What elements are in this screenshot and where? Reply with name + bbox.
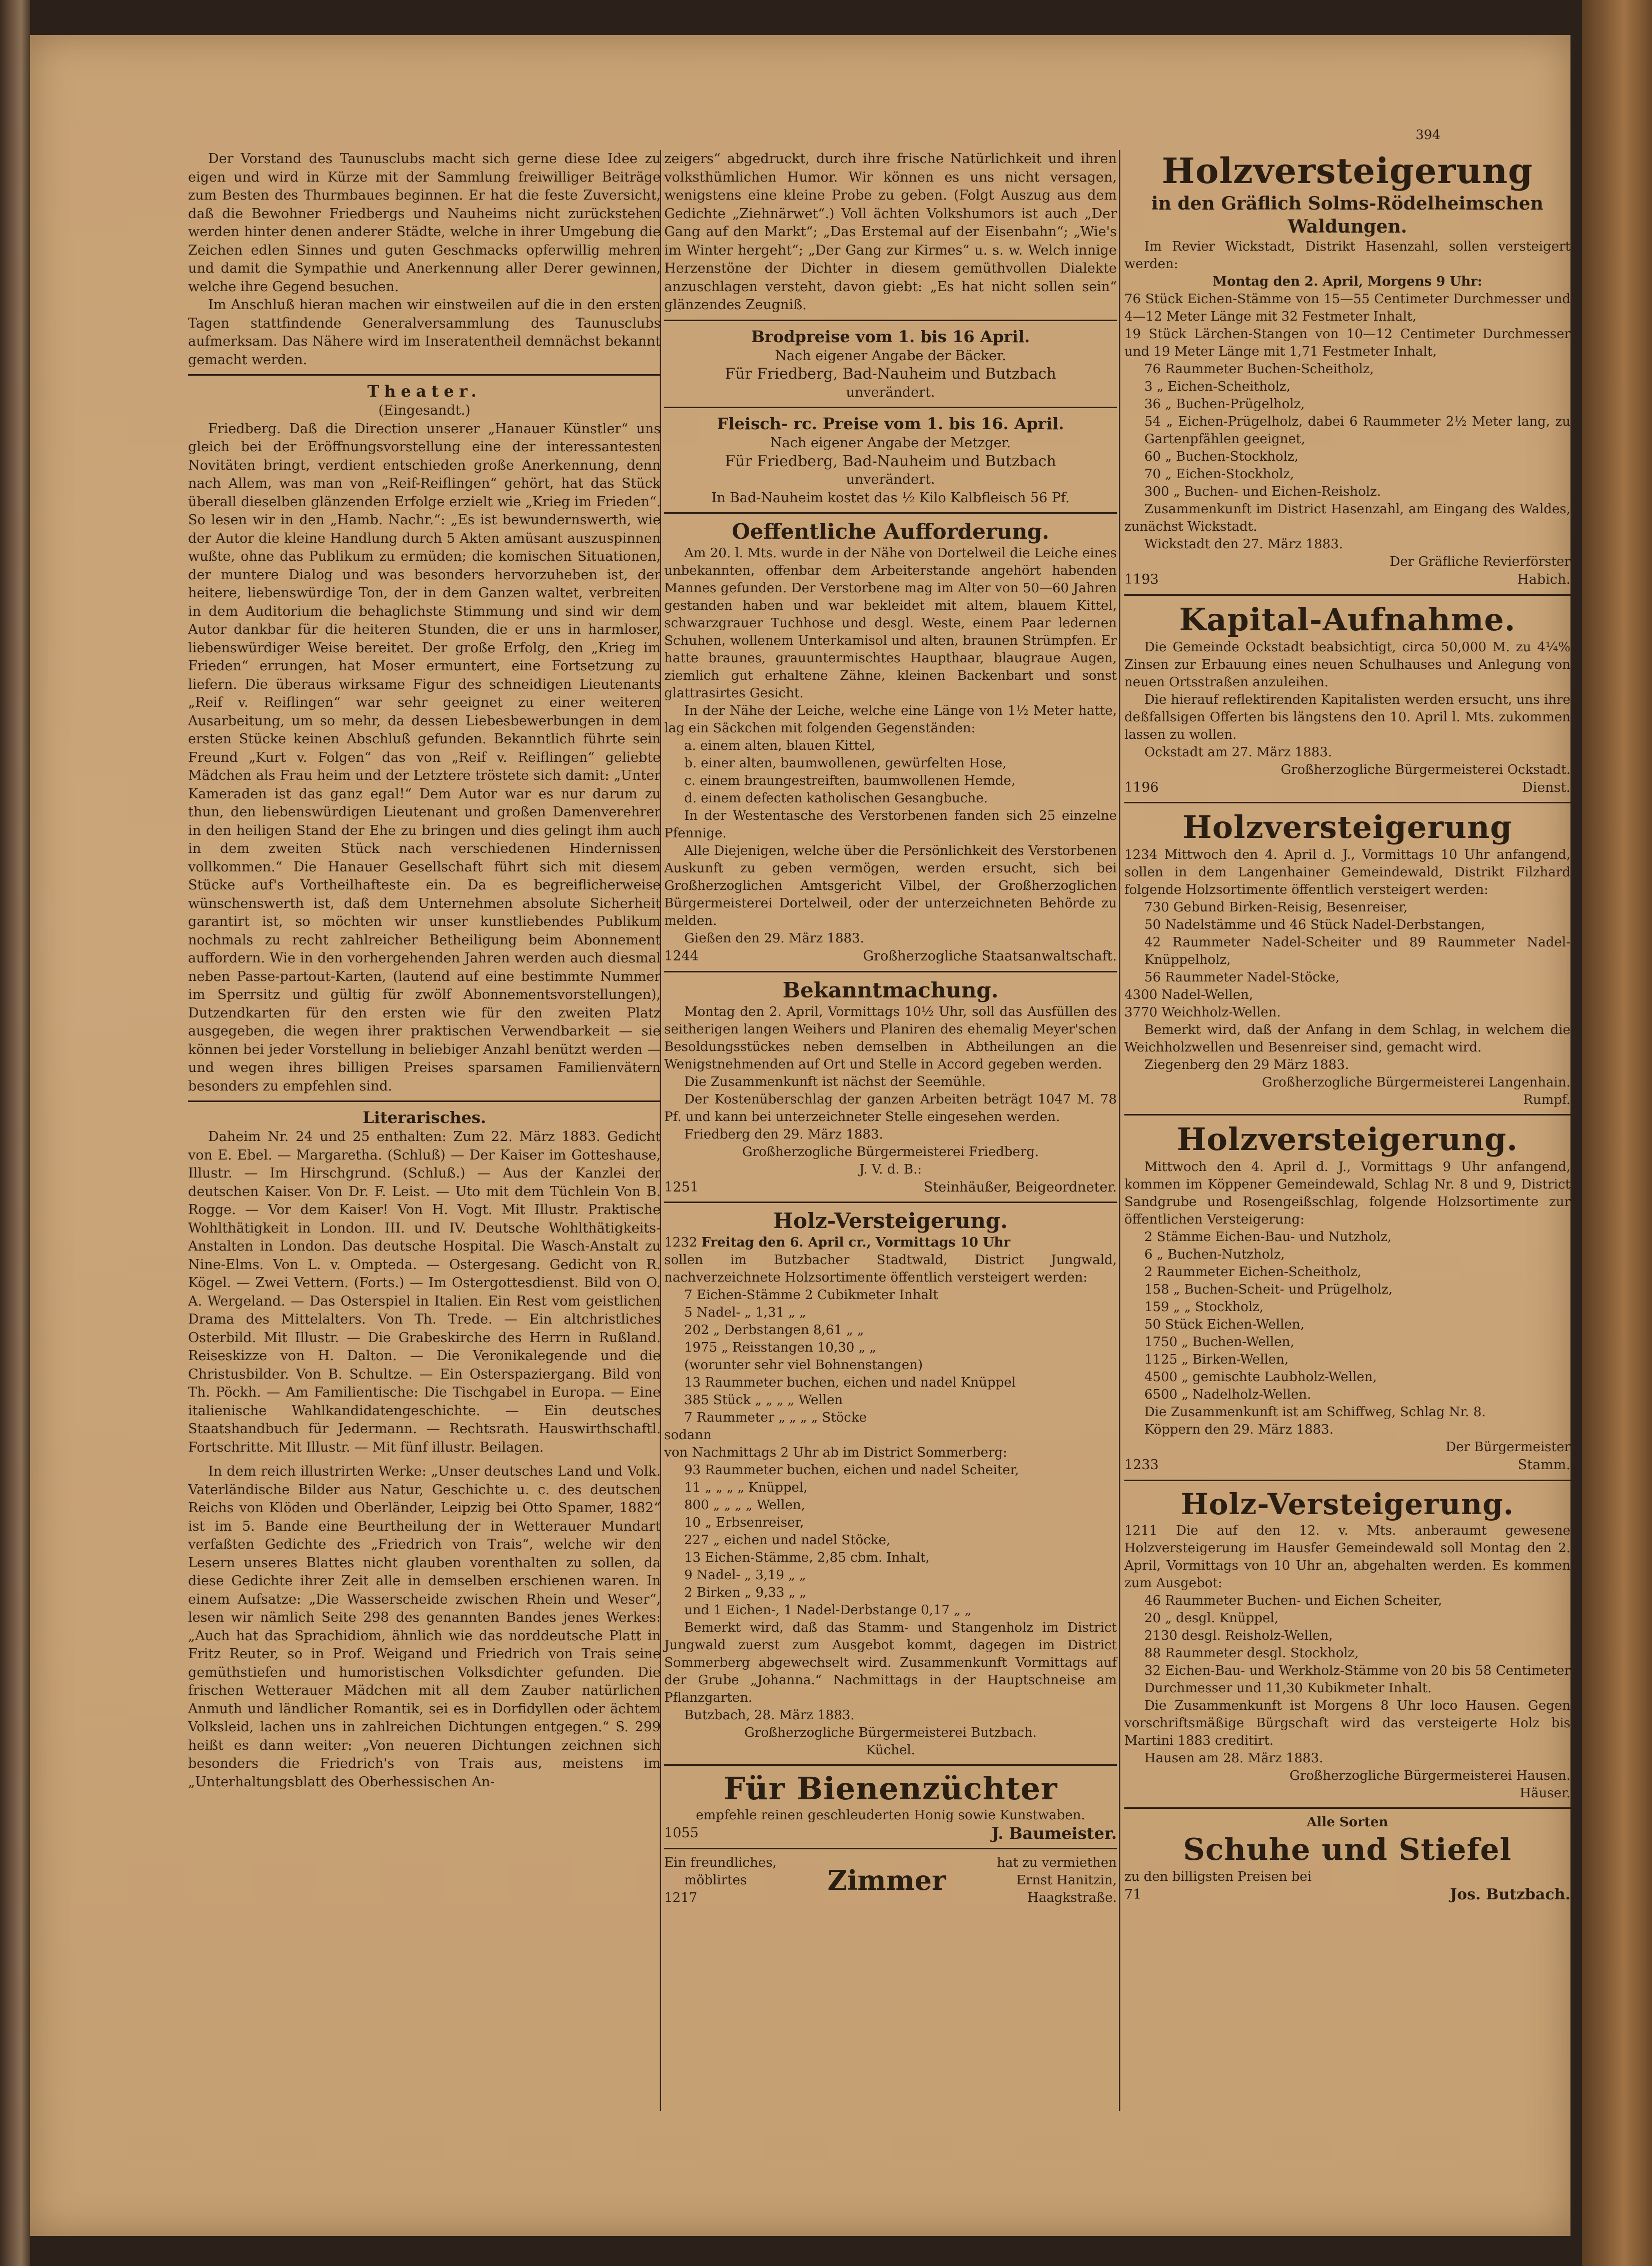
wood-auction-row: 13 Raummeter buchen, eichen und nadel Knüppel <box>684 1375 1016 1390</box>
ad-number: 1055 <box>664 1825 699 1841</box>
divider <box>188 374 661 376</box>
divider <box>664 407 1117 408</box>
wood-auction-3-row: 158 „ Buchen-Scheit- und Prügelholz, <box>1144 1282 1393 1297</box>
wood-auction-1-row: 3 „ Eichen-Scheitholz, <box>1144 379 1291 394</box>
wood-auction-heading: Holz-Versteigerung. <box>773 1209 1008 1233</box>
beekeeper-ad-footer <box>664 1824 1117 1843</box>
literary-continuation: zeigers“ abgedruckt, durch ihre frische Natürlichkeit und ihren volksthümlichen Humor. Wir können es uns nicht versagen, wenigstens eine kleine Probe zu geben. (Folgt Auszug aus dem Gedichte „Ziehnärwet“.) Voll ächten Volkshumors ist auch „Der Gang auf den Markt“; „Das Erstemal auf der Eisenbahn“; „Wie's im Winter hergeht“; „Der Gang zur Kirmes“ u. s. w. Welch innige Herzenstöne der Dichter in diesem gemüthvollen Dialekte anzuschlagen versteht, davon giebt: „Es hat nicht sollen sein“ glänzendes Zeugniß. <box>664 151 1117 313</box>
wood-auction-3-signature-2: Stamm. <box>1517 1457 1570 1473</box>
wood-auction-2-heading: Holzversteigerung <box>1182 809 1512 845</box>
literary-article: Daheim Nr. 24 und 25 enthalten: Zum 22. März 1883. Gedicht von E. Ebel. — Margaretha. (Schluß) — Der Kaiser im Gotteshause, Illustr. — Im Hirschgrund. (Schluß.) — Aus der Kanzlei der deutschen Kaiser. Von Dr. F. Leist. — Uto mit dem Tüchlein Von B. Rogge. — Vor dem Kaiser! Von H. Vogt. Mit Illustr. Praktische Wohlthätigkeit in London. III. und IV. Deutsche Wohlthätigkeits-Anstalten in London. Das deutsche Hospital. Die Wasch-Anstalt zu Nine-Elms. Von L. v. Ompteda. — Ostergesang. Gedicht von R. Kögel. — Zwei Vettern. (Forts.) — Im Ostergottesdienst. Bild von O. A. Wergeland. — Das Osterspiel in Italien. Ein Rest vom geistlichen Drama des Mittelalters. Von Th. Trede. — Ein altchristliches Osterbild. Mit Illustr. — Die Grabeskirche des Herrn in Rußland. Reiseskizze von H. Dalton. — Die Veronikalegende und die Christusbilder. Von B. Schultze. — Ein Osterspaziergang. Bild von Th. Pöckh. — Am Familientische: Die Tischgabel in Europa. — Eine italienische Wahlkandidatengeschichte. — Ein deutsches Staatshandbuch für Jedermann. — Rechtsrath. Hauswirthschaftl. Fortschritte. Mit Illustr. — Mit fünf illustr. Beilagen. <box>188 1129 661 1455</box>
club-article-2: Im Anschluß hieran machen wir einstweilen auf die in den ersten Tagen stattfindende Generalversammlung des Taunusclubs aufmerksam. Das Nähere wird im Inseratentheil demnächst bekannt gemacht werden. <box>188 297 661 368</box>
wood-auction-2-signature-2: Rumpf. <box>1523 1092 1570 1107</box>
wood-auction-3-row: 2 Raummeter Eichen-Scheitholz, <box>1144 1265 1361 1280</box>
wood-auction-row: 11 „ „ „ „ Knüppel, <box>684 1480 808 1495</box>
public-notice-text-3: In der Westentasche des Verstorbenen fanden sich 25 einzelne Pfennige. <box>664 808 1117 841</box>
bread-prices-heading: Brodpreise vom 1. bis 16 April. <box>751 327 1030 346</box>
wood-auction-1-row: 76 Raummeter Buchen-Scheitholz, <box>1144 362 1374 377</box>
newspaper-page <box>30 35 1570 2236</box>
wood-auction-row: 7 Eichen-Stämme 2 Cubikmeter Inhalt <box>684 1288 938 1303</box>
wood-auction-row: 2 Birken „ 9,33 „ „ <box>684 1585 806 1600</box>
wood-auction-row: 13 Eichen-Stämme, 2,85 cbm. Inhalt, <box>684 1550 930 1565</box>
shoe-ad-heading: Schuhe und Stiefel <box>1183 1832 1512 1867</box>
shoe-ad-text: zu den billigsten Preisen bei <box>1124 1869 1312 1884</box>
divider <box>664 1764 1117 1766</box>
wood-auction-row: 800 „ „ „ „ Wellen, <box>684 1498 805 1513</box>
wood-auction-1-row: 300 „ Buchen- und Eichen-Reisholz. <box>1144 484 1381 499</box>
wood-auction-3-heading: Holzversteigerung. <box>1177 1121 1518 1158</box>
wood-auction-1-date: Montag den 2. April, Morgens 9 Uhr: <box>1212 274 1482 289</box>
divider <box>1124 594 1570 596</box>
wood-auction-1-heading: Holzversteigerung <box>1161 150 1533 192</box>
bread-prices-place: Für Friedberg, Bad-Nauheim und Butzbach <box>725 365 1056 383</box>
capital-ad-signature: Großherzogliche Bürgermeisterei Ockstadt. <box>1280 762 1570 777</box>
wood-auction-3-row: 4500 „ gemischte Laubholz-Wellen, <box>1144 1370 1377 1385</box>
wood-auction-4-row: 88 Raummeter desgl. Stockholz, <box>1144 1645 1359 1661</box>
bread-prices-sub: Nach eigener Angabe der Bäcker. <box>775 348 1006 364</box>
wood-auction-2-row: 42 Raummeter Nadel-Scheiter und 89 Raummeter Nadel-Knüppelholz, <box>1144 935 1570 967</box>
wood-auction-4-text: Die Zusammenkunft ist Morgens 8 Uhr loco Hausen. Gegen vorschriftsmäßige Bürgschaft wird das versteigerte Holz bis Martini 1883 creditirt. <box>1124 1698 1570 1748</box>
wood-auction-2-text: Bemerkt wird, daß der Anfang in dem Schlag, in welchem die Weichholzwellen und Besenreiser sind, gemacht wird. <box>1124 1022 1570 1055</box>
wood-auction-1-row: 54 „ Eichen-Prügelholz, dabei 6 Raummeter 2½ Meter lang, zu Gartenpfählen geeignet, <box>1144 414 1570 447</box>
ad-number: 1217 <box>664 1890 698 1905</box>
room-ad-left-2: möblirtes <box>684 1872 747 1888</box>
room-ad-right-2: Ernst Hanitzin, <box>1016 1872 1117 1888</box>
wood-auction-3-signature: Der Bürgermeister <box>1445 1440 1570 1455</box>
wood-auction-2-row: 730 Gebund Birken-Reisig, Besenreiser, <box>1144 900 1408 915</box>
wood-auction-3-row: 6500 „ Nadelholz-Wellen. <box>1144 1387 1311 1402</box>
wood-auction-signature-2: Küchel. <box>866 1743 915 1758</box>
capital-ad-text-2: Die hierauf reflektirenden Kapitalisten werden ersucht, uns ihre deßfallsigen Offerten bis längstens den 10. April l. Mts. zukommen lassen zu wollen. <box>1124 692 1570 742</box>
public-notice-item: b. einer alten, baumwollenen, gewürfelten Hose, <box>684 756 1007 771</box>
meat-prices-place: Für Friedberg, Bad-Nauheim und Butzbach <box>725 452 1056 470</box>
capital-ad-signature-2: Dienst. <box>1522 779 1570 795</box>
shoe-ad-signature: Jos. Butzbach. <box>1450 1885 1570 1903</box>
room-ad-right-3: Haagkstraße. <box>1027 1890 1117 1905</box>
shoe-ad-top: Alle Sorten <box>1306 1814 1388 1830</box>
wood-auction-3-row: 50 Stück Eichen-Wellen, <box>1144 1317 1305 1332</box>
public-notice-item: c. einem braungestreiften, baumwollenen Hemde, <box>684 773 1016 788</box>
ad-number: 1196 <box>1124 779 1159 795</box>
room-ad-title: Zimmer <box>827 1864 946 1896</box>
wood-auction-row: 227 „ eichen und nadel Stöcke, <box>684 1533 891 1548</box>
wood-auction-row: 93 Raummeter buchen, eichen und nadel Scheiter, <box>684 1463 1019 1478</box>
beekeeper-ad-heading: Für Bienenzüchter <box>723 1770 1058 1807</box>
capital-ad-heading: Kapital-Aufnahme. <box>1179 601 1516 638</box>
wood-auction-2-row: 50 Nadelstämme und 46 Stück Nadel-Derbstangen, <box>1144 917 1485 932</box>
wood-auction-row: 1975 „ Reisstangen 10,30 „ „ <box>684 1340 876 1355</box>
ad-number: 1244 <box>664 948 699 964</box>
wood-auction-text: Bemerkt wird, daß das Stamm- und Stangenholz im District Jungwald zuerst zum Ausgebot kommt, dagegen im District Sommerberg abgewechselt wird. Zusammenkunft Vormittags auf der Grube „Johanna.“ Nachmittags in der Hauptschneise am Pflanzgarten. <box>664 1620 1117 1705</box>
public-notice-heading: Oeffentliche Aufforderung. <box>732 519 1049 544</box>
announcement-text-3: Der Kostenüberschlag der ganzen Arbeiten beträgt 1047 M. 78 Pf. und kann bei unterzeichneter Stelle eingesehen werden. <box>664 1091 1117 1124</box>
wood-auction-1-row: 70 „ Eichen-Stockholz, <box>1144 467 1294 482</box>
wood-auction-4-signature-2: Häuser. <box>1519 1785 1570 1801</box>
meat-prices-heading: Fleisch- rc. Preise vom 1. bis 16. April. <box>717 414 1064 433</box>
public-notice-footer <box>664 947 1117 966</box>
wood-auction-mid: sodann <box>664 1428 712 1443</box>
wood-auction-1-row: 19 Stück Lärchen-Stangen von 10—12 Centimeter Durchmesser und 19 Meter Länge mit 1,71 Festmeter Inhalt, <box>1124 327 1570 359</box>
wood-auction-1-subheading: in den Gräflich Solms-Rödelheimschen Waldungen. <box>1151 193 1543 237</box>
wood-auction-1-intro: Im Revier Wickstadt, Distrikt Hasenzahl, sollen versteigert werden: <box>1124 239 1570 272</box>
wood-auction-row: 385 Stück „ „ „ „ Wellen <box>684 1393 843 1408</box>
divider <box>1124 1114 1570 1115</box>
wood-auction-row: 5 Nadel- „ 1,31 „ „ <box>684 1305 806 1320</box>
wood-auction-1-footer <box>1124 571 1570 589</box>
public-notice-item: d. einem defecten katholischen Gesangbuche. <box>684 791 988 806</box>
wood-auction-4-row: 20 „ desgl. Knüppel, <box>1144 1610 1279 1626</box>
capital-ad-text: Die Gemeinde Ockstadt beabsichtigt, circa 50,000 M. zu 4¼% Zinsen zur Erbauung eines neuen Schulhauses und Anlegung von neuen Ortsstraßen anzuleihen. <box>1124 639 1570 690</box>
wood-auction-row: 7 Raummeter „ „ „ „ Stöcke <box>684 1410 867 1425</box>
next-page-edge <box>1582 0 1652 2266</box>
public-notice-date: Gießen den 29. März 1883. <box>684 931 864 946</box>
capital-ad-date: Ockstadt am 27. März 1883. <box>1144 744 1332 760</box>
wood-auction-4-row: 32 Eichen-Bau- und Werkholz-Stämme von 20 bis 58 Centimeter Durchmesser und 11,30 Kubikmeter Inhalt. <box>1144 1663 1570 1696</box>
wood-auction-3-row: 6 „ Buchen-Nutzholz, <box>1144 1247 1285 1262</box>
ad-number: 1251 <box>664 1179 699 1195</box>
ad-number: 1232 <box>664 1235 698 1250</box>
wood-auction-1-text: Zusammenkunft im District Hasenzahl, am Eingang des Waldes, zunächst Wickstadt. <box>1124 502 1570 534</box>
bread-prices-status: unverändert. <box>846 384 935 400</box>
wood-auction-1-signature-2: Habich. <box>1517 572 1570 587</box>
announcement-signature: Großherzogliche Bürgermeisterei Friedberg. <box>742 1144 1039 1160</box>
room-ad-right <box>997 1854 1117 1907</box>
wood-auction-4-row: 46 Raummeter Buchen- und Eichen Scheiter, <box>1144 1593 1442 1608</box>
divider <box>1124 1807 1570 1809</box>
wood-auction-row: 9 Nadel- „ 3,19 „ „ <box>684 1568 806 1583</box>
wood-auction-4-date: Hausen am 28. März 1883. <box>1144 1750 1323 1766</box>
meat-prices-sub: Nach eigener Angabe der Metzger. <box>770 435 1011 451</box>
beekeeper-ad-signature: J. Baumeister. <box>991 1824 1117 1843</box>
wood-auction-2-signature: Großherzogliche Bürgermeisterei Langenhain. <box>1262 1075 1570 1090</box>
wood-auction-1-signature: Der Gräfliche Revierförster <box>1389 554 1570 569</box>
announcement-signature-2: J. V. d. B.: <box>859 1162 922 1177</box>
wood-auction-2-row: 56 Raummeter Nadel-Stöcke, <box>1144 970 1340 985</box>
divider <box>188 1100 661 1102</box>
wood-auction-3-footer <box>1124 1456 1570 1475</box>
wood-auction-3-row: 2 Stämme Eichen-Bau- und Nutzholz, <box>1144 1230 1392 1245</box>
wood-auction-row: (worunter sehr viel Bohnenstangen) <box>684 1358 923 1373</box>
theater-subheading: (Eingesandt.) <box>378 403 471 418</box>
wood-auction-intro: sollen im Butzbacher Stadtwald, District Jungwald, nachverzeichnete Holzsortimente öffentlich versteigert werden: <box>664 1253 1117 1285</box>
wood-auction-3-text: Die Zusammenkunft ist am Schiffweg, Schlag Nr. 8. <box>1144 1405 1486 1420</box>
divider <box>664 320 1117 321</box>
announcement-text-2: Die Zusammenkunft ist nächst der Seemühle. <box>684 1074 986 1089</box>
book-spine-edge <box>0 0 30 2266</box>
club-article: Der Vorstand des Taunusclubs macht sich gerne diese Idee zu eigen und wird in Kürze mit der Sammlung freiwilliger Beiträge zum Besten des Thurmbaues beginnen. Er hat die feste Zuversicht, daß die Bewohner Friedbergs und Nauheims nicht zurückstehen werden hinter denen anderer Städte, welche in ihrer Umgebung die Zeichen edlen Sinnes und guten Geschmacks opferwillig mehren und damit die Sympathie und Anerkennung aller Derer gewinnen, welche ihre Gegend besuchen. <box>188 151 661 295</box>
wood-auction-4-heading: Holz-Versteigerung. <box>1181 1487 1514 1521</box>
public-notice-item: a. einem alten, blauen Kittel, <box>684 738 875 753</box>
wood-auction-4-row: 2130 desgl. Reisholz-Wellen, <box>1144 1628 1333 1643</box>
room-ad-left <box>664 1854 777 1907</box>
wood-auction-row: 10 „ Erbsenreiser, <box>684 1515 804 1530</box>
divider <box>664 971 1117 972</box>
theater-heading: Theater. <box>367 382 482 401</box>
divider <box>664 512 1117 514</box>
shoe-ad-footer <box>1124 1886 1570 1904</box>
announcement-date: Friedberg den 29. März 1883. <box>684 1126 883 1142</box>
beekeeper-ad-text: empfehle reinen geschleuderten Honig sowie Kunstwaben. <box>696 1808 1085 1823</box>
public-notice-signature: Großherzogliche Staatsanwaltschaft. <box>863 948 1117 964</box>
announcement-heading: Bekanntmachung. <box>782 977 999 1002</box>
meat-prices-status: unverändert. <box>846 472 935 487</box>
wood-auction-2-intro: 1234 Mittwoch den 4. April d. J., Vormittags 10 Uhr anfangend, sollen in dem Langenhainer Gemeindewald, Distrikt Filzhard folgende Holzsortimente öffentlich versteigert werden: <box>1124 847 1570 897</box>
column-2 <box>664 150 1117 1907</box>
wood-auction-2-row: 3770 Weichholz-Wellen. <box>1124 1005 1281 1020</box>
room-ad-left-1: Ein freundliches, <box>664 1855 777 1870</box>
room-ad <box>664 1854 1117 1907</box>
wood-auction-4-signature: Großherzogliche Bürgermeisterei Hausen. <box>1289 1768 1570 1783</box>
column-rule <box>1119 150 1120 2111</box>
corner-mark: 394 <box>1415 128 1440 143</box>
wood-auction-3-row: 159 „ „ Stockholz, <box>1144 1300 1264 1315</box>
column-1 <box>188 150 661 1791</box>
divider <box>1124 802 1570 803</box>
wood-auction-3-row: 1125 „ Birken-Wellen, <box>1144 1352 1289 1367</box>
announcement-signature-3: Steinhäußer, Beigeordneter. <box>923 1179 1117 1195</box>
theater-article: Friedberg. Daß die Direction unserer „Hanauer Künstler“ uns gleich bei der Eröffnungsvorstellung eine der interessantesten Novitäten bringt, verdient entschieden große Anerkennung, denn nach Allem, was man von „Reif-Reiflingen“ gehört, hat das Stück überall dieselben glänzenden Erfolge erzielt wie „Krieg im Frieden“. So lesen wir in den „Hamb. Nachr.“: „Es ist bewundernswerth, wie der Autor die kleine Handlung durch 5 Akten amüsant auszuspinnen wußte, ohne das Publikum zu ermüden; die komischen Situationen, der muntere Dialog und was besonders hervorzuheben ist, der heitere, liebenswürdige Ton, der in dem Ganzen waltet, verbreiten in dem Auditorium die behaglichste Stimmung und sind wir dem Autor dankbar für die heiteren Stunden, die er uns in harmloser, liebenswürdiger Weise bereitet. Der große Erfolg, den „Krieg im Frieden“ errungen, hat Moser ermuntert, eine Fortsetzung zu liefern. Die überaus wirksame Figur des schneidigen Lieutenants „Reif v. Reiflingen“ war sehr geeignet zu einer weiteren Ausarbeitung, um so mehr, da dessen Liebesbewerbungen in dem ersten Stücke keinen Abschluß gefunden. Bekanntlich führte sein Freund „Kurt v. Folgen“ das von „Reif v. Reiflingen“ geliebte Mädchen als Frau heim und der Letztere tröstete sich damit: „Unter Kameraden ist das ganz egal!“ Dem Autor war es nur darum zu thun, den liebenswürdigen Lieutenant und großen Damenverehrer in den heiligen Stand der Ehe zu bringen und dies gelingt ihm auch in dem zweiten Stück nach verschiedenen Hindernissen vollkommen.“ Die Hanauer Gesellschaft führt sich mit diesem Stücke auf's Vortheilhafteste ein. Da es begreiflicherweise wünschenswerth ist, daß dem Unternehmen absolute Sicherheit garantirt ist, so möchten wir unser kunstliebendes Publikum nochmals zu recht zahlreicher Betheiligung beim Abonnement auffordern. Wie in den vorhergehenden Jahren werden auch diesmal neben Passe-partout-Karten, (lautend auf eine bestimmte Nummer im Sperrsitz und gültig für zwölf Abonnementsvorstellungen), Dutzendkarten für den ersten wie für den zweiten Platz ausgegeben, die wegen ihrer praktischen Verwendbarkeit — sie können bei jeder Vorstellung in beliebiger Anzahl benützt werden — und wegen ihres billigen Preises sparsamen Familienvätern besonders zu empfehlen sind. <box>188 421 661 1094</box>
wood-auction-place-date: Butzbach, 28. März 1883. <box>684 1708 855 1723</box>
capital-ad-footer <box>1124 779 1570 797</box>
wood-auction-row: und 1 Eichen-, 1 Nadel-Derbstange 0,17 „ „ <box>684 1603 972 1618</box>
literary-heading: Literarisches. <box>363 1108 486 1127</box>
public-notice-text: Am 20. l. Mts. wurde in der Nähe von Dortelweil die Leiche eines unbekannten, offenbar dem Arbeiterstande angehört habenden Mannes gefunden. Der Verstorbene mag im Alter von 50—60 Jahren gestanden haben und war bekleidet mit altem, blauem Kittel, schwarzgrauer Tuchhose und desgl. Weste, einem Paar ledernen Schuhen, wollenem Unterkamisol und alten, braunen Strümpfen. Er hatte braunes, grauuntermischtes Haupthaar, blaugraue Augen, ziemlich gut erhaltene Zähne, kleinen Backenbart und sonst glattrasirtes Gesicht. <box>664 546 1117 701</box>
wood-auction-1-row: 60 „ Buchen-Stockholz, <box>1144 449 1299 464</box>
public-notice-text-2: In der Nähe der Leiche, welche eine Länge von 1½ Meter hatte, lag ein Säckchen mit folgenden Gegenständen: <box>664 703 1117 736</box>
wood-auction-1-row: 76 Stück Eichen-Stämme von 15—55 Centimeter Durchmesser und 4—12 Meter Länge mit 32 Festmeter Inhalt, <box>1124 292 1570 324</box>
room-ad-right-1: hat zu vermiethen <box>997 1855 1117 1870</box>
ad-number: 1233 <box>1124 1457 1159 1473</box>
divider <box>664 1202 1117 1203</box>
ad-number: 1193 <box>1124 572 1159 587</box>
meat-prices-note: In Bad-Nauheim kostet das ½ Kilo Kalbfleisch 56 Pf. <box>711 490 1070 506</box>
wood-auction-row: 202 „ Derbstangen 8,61 „ „ <box>684 1323 864 1338</box>
announcement-text: Montag den 2. April, Vormittags 10½ Uhr, soll das Ausfüllen des seitherigen langen Weihers und Planiren des ehemalig Meyer'schen Besoldungsstückes neben demselben in Abtheilungen an die Wenigstnehmenden auf Ort und Stelle in Accord gegeben werden. <box>664 1004 1117 1072</box>
public-notice-text-4: Alle Diejenigen, welche über die Persönlichkeit des Verstorbenen Auskunft zu geben vermögen, werden ersucht, sich bei Großherzoglichen Amtsgericht Vilbel, der Großherzoglichen Bürgermeisterei Dortelweil, oder der unterzeichneten Behörde zu melden. <box>664 843 1117 928</box>
wood-auction-2-date: Ziegenberg den 29 März 1883. <box>1144 1057 1349 1072</box>
literary-article-2: In dem reich illustrirten Werke: „Unser deutsches Land und Volk. Vaterländische Bilder aus Natur, Geschichte u. c. des deutschen Reichs von Klöden und Oberländer, Leipzig bei Otto Spamer, 1882“ ist im 5. Bande eine Beurtheilung der in Wetterauer Mundart verfaßten Gedichte des „Friedrich von Trais“, welche wir den Lesern unseres Blattes nicht glauben vorenthalten zu sollen, da diese Gedichte ihrer Zeit alle in demselben erschienen waren. In einem Aufsatze: „Die Wasserscheide zwischen Rhein und Weser“, lesen wir nämlich Seite 298 des genannten Bandes jenes Werkes: „Auch hat das Sprachidiom, ähnlich wie das norddeutsche Platt in Fritz Reuter, so in Prof. Weigand und Friedrich von Trais seine gemüthstiefen und humoristischen Volksdichter gefunden. Die frischen Wetterauer Mädchen mit all dem Zauber natürlichen Anmuth und ländlicher Romantik, sei es in Dorfidyllen oder ächtem Volksleid, lachen uns in zahlreichen Dichtungen entgegen.“ S. 299 heißt es dann weiter: „Von neueren Dichtungen zeichnen sich besonders die Friedrich's von Trais aus, meistens im „Unterhaltungsblatt des Oberhessischen An- <box>188 1464 661 1790</box>
divider <box>664 1848 1117 1849</box>
column-3 <box>1124 150 1570 1904</box>
wood-auction-1-row: 36 „ Buchen-Prügelholz, <box>1144 397 1305 412</box>
wood-auction-3-date: Köppern den 29. März 1883. <box>1144 1422 1334 1437</box>
wood-auction-date: Freitag den 6. April cr., Vormittags 10 Uhr <box>701 1235 1011 1250</box>
wood-auction-4-intro: 1211 Die auf den 12. v. Mts. anberaumt gewesene Holzversteigerung im Hausfer Gemeindewald soll Montag den 2. April, Vormittags von 10 Uhr an, abgehalten werden. Es kommen zum Ausgebot: <box>1124 1523 1570 1591</box>
wood-auction-signature: Großherzogliche Bürgermeisterei Butzbach. <box>744 1725 1037 1740</box>
wood-auction-3-row: 1750 „ Buchen-Wellen, <box>1144 1335 1294 1350</box>
wood-auction-1-place-date: Wickstadt den 27. März 1883. <box>1144 537 1343 552</box>
wood-auction-intro-line <box>664 1234 1117 1252</box>
wood-auction-mid-2: von Nachmittags 2 Uhr ab im District Sommerberg: <box>664 1445 1007 1460</box>
divider <box>1124 1480 1570 1481</box>
wood-auction-2-row: 4300 Nadel-Wellen, <box>1124 987 1253 1002</box>
announcement-footer <box>664 1179 1117 1197</box>
wood-auction-3-intro: Mittwoch den 4. April d. J., Vormittags 9 Uhr anfangend, kommen im Köppener Gemeindewald, Schlag Nr. 8 und 9, District Sandgrube und Rosengeißschlag, folgende Holzsortimente zur öffentlichen Versteigerung: <box>1124 1160 1570 1227</box>
ad-number: 71 <box>1124 1886 1142 1902</box>
